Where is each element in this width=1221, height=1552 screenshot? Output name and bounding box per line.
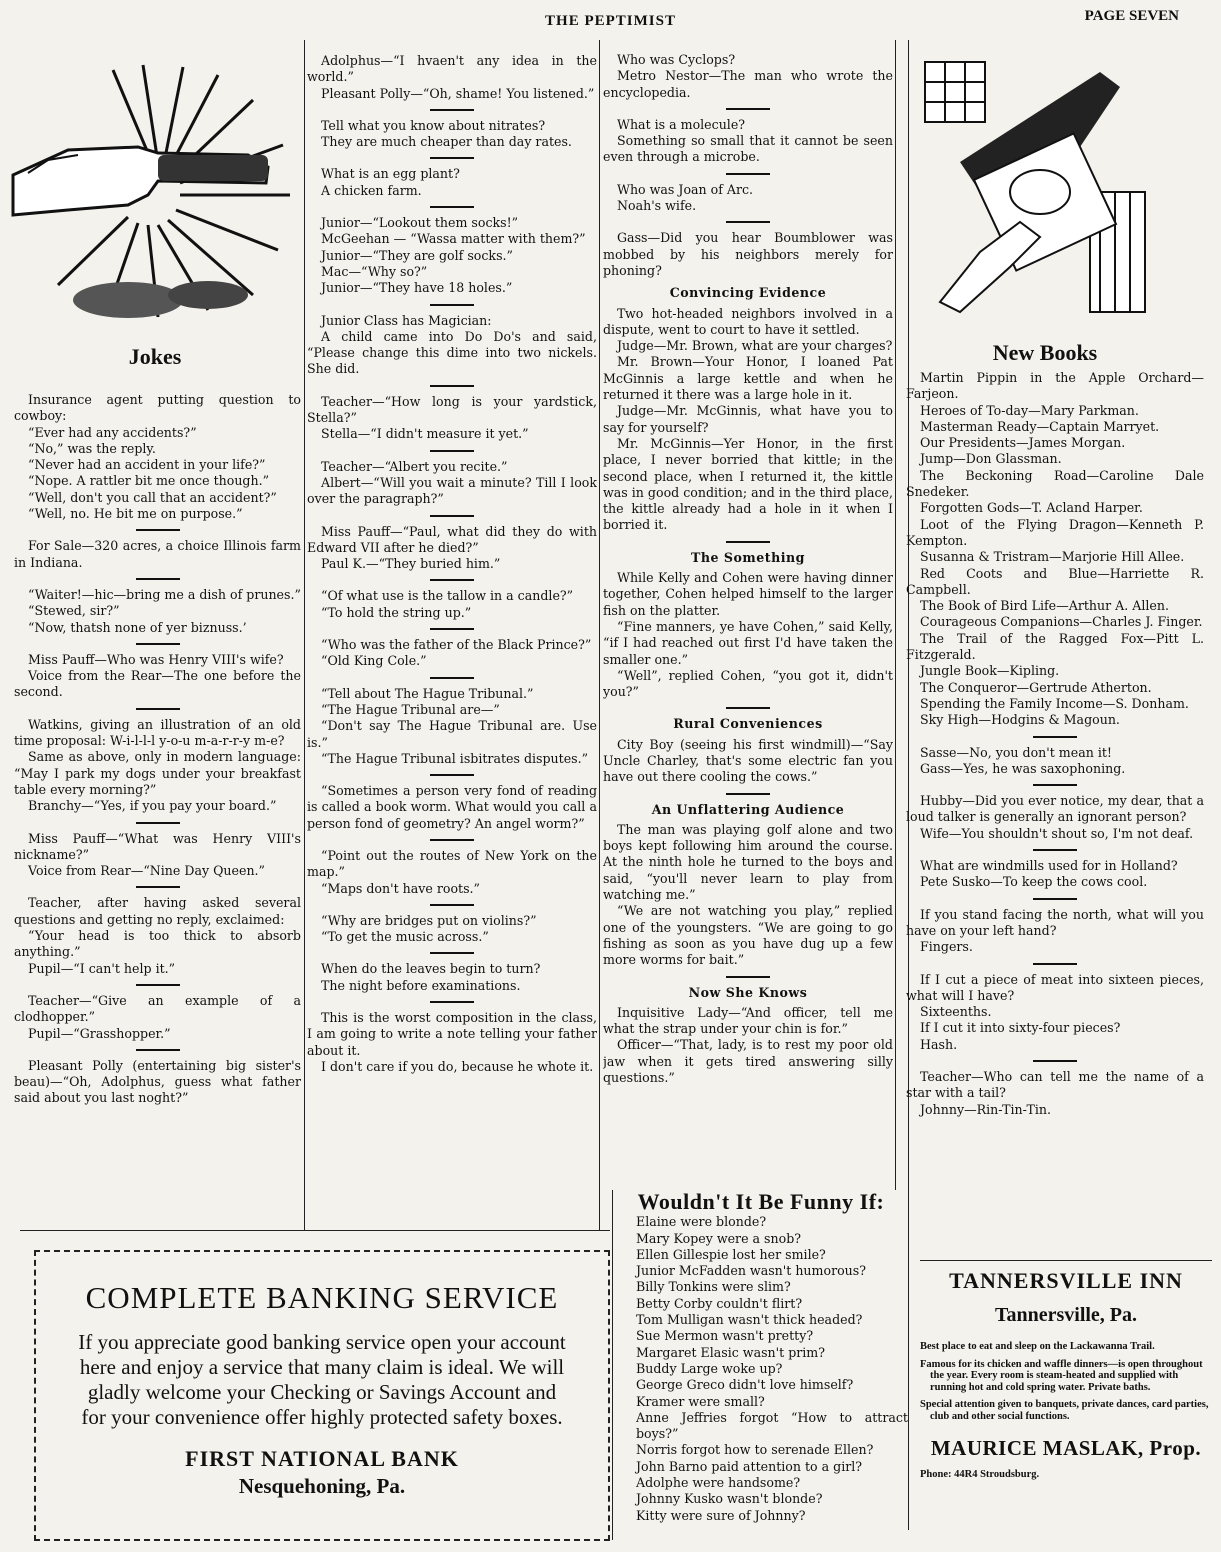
joke-line: Who was Cyclops? xyxy=(617,52,736,67)
separator-rule xyxy=(430,952,474,954)
book-entry: Sky High—Hodgins & Magoun. xyxy=(920,712,1120,728)
joke-block xyxy=(307,215,597,296)
joke-line: Miss Pauff—“What was Henry VIII's nickname?” xyxy=(14,830,301,862)
joke-line: Same as above, only in modern language: “May I park my dogs under your breakfast table every morning?” xyxy=(14,749,301,797)
joke-line: Paul K.—“They buried him.” xyxy=(321,556,501,572)
funny-list-item: Billy Tonkins were slim? xyxy=(636,1279,791,1295)
joke-line: “Point out the routes of New York on the map.” xyxy=(307,847,597,880)
joke-block xyxy=(307,313,597,378)
separator-rule xyxy=(430,109,474,111)
joke-line: “Tell about The Hague Tribunal.” xyxy=(321,685,534,701)
book-entry: Red Coots and Blue—Harriette R. Campbell. xyxy=(906,565,1204,597)
book-entry: Courageous Companions—Charles J. Finger. xyxy=(920,614,1203,630)
joke-line: Teacher—“Albert you recite.” xyxy=(321,458,508,474)
story-paragraph: Judge—Mr. McGinnis, what have you to say for yourself? xyxy=(603,403,893,435)
funny-list-item: Tom Mulligan wasn't thick headed? xyxy=(636,1312,863,1328)
separator-rule xyxy=(430,304,474,306)
joke-line: “No,” was the reply. xyxy=(28,440,156,456)
separator-rule xyxy=(430,206,474,208)
joke-line: McGeehan — “Wassa matter with them?” xyxy=(321,231,586,247)
separator-rule xyxy=(726,976,770,978)
column-rule xyxy=(895,40,896,1190)
joke-line: This is the worst composition in the class, I am going to write a note telling your father about it. xyxy=(307,1010,597,1058)
joke-line: “Sometimes a person very fond of reading is called a book worm. What would you call a person fond of geometry? An angel worm?” xyxy=(307,783,597,831)
funny-list-item: Ellen Gillespie lost her smile? xyxy=(636,1246,826,1262)
joke-line: “Don't say The Hague Tribunal are. Use is.” xyxy=(307,718,597,750)
funny-list-item: Betty Corby couldn't flirt? xyxy=(636,1295,803,1311)
joke-line: “Of what use is the tallow in a candle?” xyxy=(321,588,574,604)
joke-block xyxy=(307,637,597,670)
story-paragraph: “Well”, replied Cohen, “you got it, didn't you?” xyxy=(603,667,893,700)
funny-list-item: Mary Kopey were a snob? xyxy=(636,1230,802,1246)
joke-line: Junior Class has Magician: xyxy=(321,312,492,328)
funny-list-item: Elaine were blonde? xyxy=(636,1214,767,1230)
joke-line: Gass—Did you hear Boumblower was mobbed by his neighbors merely for phoning? xyxy=(603,230,893,278)
column-rule xyxy=(599,40,600,1230)
joke-line: “The Hague Tribunal are—” xyxy=(321,701,500,717)
joke-line: If I cut it into sixty-four pieces? xyxy=(920,1020,1121,1036)
joke-block xyxy=(307,524,597,573)
joke-block xyxy=(906,972,1204,1053)
joke-line: Pete Susko—To keep the cows cool. xyxy=(920,874,1148,890)
joke-line: “The Hague Tribunal isbitrates disputes.” xyxy=(321,750,589,766)
joke-line: If I cut a piece of meat into sixteen pieces, what will I have? xyxy=(906,971,1204,1003)
joke-line: “To hold the string up.” xyxy=(321,604,472,620)
joke-line: Voice from Rear—“Nine Day Queen.” xyxy=(28,863,265,879)
funny-list-item: John Barno paid attention to a girl? xyxy=(636,1458,863,1474)
joke-line: “Why are bridges put on violins?” xyxy=(321,912,537,928)
separator-rule xyxy=(1033,849,1077,851)
separator-rule xyxy=(430,515,474,517)
joke-line: Junior—“They have 18 holes.” xyxy=(321,280,513,296)
book-entry: Loot of the Flying Dragon—Kenneth P. Kempton. xyxy=(906,516,1204,548)
joke-line: Pupil—“I can't help it.” xyxy=(28,960,176,976)
separator-rule xyxy=(726,541,770,543)
joke-line: Pleasant Polly—“Oh, shame! You listened.” xyxy=(321,85,595,101)
joke-block xyxy=(14,652,301,701)
funny-list-item: George Greco didn't love himself? xyxy=(636,1377,854,1393)
joke-line: “Well, don't you call that an accident?” xyxy=(28,489,277,505)
joke-block xyxy=(307,118,597,151)
joke-line: Teacher—Who can tell me the name of a star with a tail? xyxy=(906,1068,1204,1101)
joke-line: “Stewed, sir?” xyxy=(28,603,120,619)
inn-line: Special attention given to banquets, private dances, card parties, club and other social functions. xyxy=(920,1399,1209,1422)
joke-line: Something so small that it cannot be seen even through a microbe. xyxy=(603,133,893,165)
joke-block xyxy=(307,459,597,508)
joke-line: Tell what you know about nitrates? xyxy=(321,117,546,133)
page-number: PAGE SEVEN xyxy=(1084,8,1179,24)
new-books-illustration xyxy=(920,52,1150,322)
new-books-title: New Books xyxy=(992,340,1098,365)
separator-rule xyxy=(430,628,474,630)
story-paragraph: Mr. McGinnis—Yer Honor, in the first place, I never borried that kittle; in the second place, when I returned it, the kittle was in good condition; and in the third place, the kittle already had a hole in it when I borried it. xyxy=(603,435,893,533)
joke-block xyxy=(307,1010,597,1075)
book-entry: Heroes of To-day—Mary Parkman. xyxy=(920,402,1139,418)
joke-line: They are much cheaper than day rates. xyxy=(321,134,572,150)
joke-line: A chicken farm. xyxy=(321,182,422,198)
story-paragraph: Judge—Mr. Brown, what are your charges? xyxy=(617,338,893,354)
story-paragraph: “Fine manners, ye have Cohen,” said Kelly, “if I had reached out first I'd have taken the smaller one.” xyxy=(603,618,893,667)
story-paragraph: Two hot-headed neighbors involved in a dispute, went to court to have it settled. xyxy=(603,305,893,337)
funny-list-item: Norris forgot how to serenade Ellen? xyxy=(636,1442,874,1458)
joke-line: Pupil—“Grasshopper.” xyxy=(28,1025,171,1041)
joke-line: What is an egg plant? xyxy=(321,166,460,182)
story-paragraph: Inquisitive Lady—“And officer, tell me what the strap under your chin is for.” xyxy=(603,1004,893,1037)
separator-rule xyxy=(136,708,180,710)
book-entry: The Conqueror—Gertrude Atherton. xyxy=(920,679,1152,695)
joke-line: Fingers. xyxy=(920,939,973,955)
separator-rule xyxy=(726,707,770,709)
separator-rule xyxy=(430,1001,474,1003)
book-entry: The Book of Bird Life—Arthur A. Allen. xyxy=(920,598,1169,614)
separator-rule xyxy=(726,221,770,223)
story-paragraph: Officer—“That, lady, is to rest my poor old jaw when it gets tired answering silly questions.” xyxy=(603,1037,893,1086)
separator-rule xyxy=(430,157,474,159)
story-paragraph: The man was playing golf alone and two boys kept following him around the course. At the ninth hole he turned to the boys and said, “you'll never learn to play from watching me.” xyxy=(603,821,893,903)
joke-block xyxy=(307,53,597,102)
bank-ad-body: If you appreciate good banking service open your account here and enjoy a service that many claim is ideal. We will gladly welcome your Checking or Savings Account and for your convenience offer highly protected safety boxes. xyxy=(78,1330,566,1429)
bank-city: Nesquehoning, Pa. xyxy=(238,1474,406,1498)
joke-line: “Who was the father of the Black Prince?” xyxy=(321,637,592,653)
separator-rule xyxy=(430,450,474,452)
joke-line: Pleasant Polly (entertaining big sister's beau)—“Oh, Adolphus, guess what father said about you last noght?” xyxy=(14,1057,301,1106)
story-heading: Rural Conveniences xyxy=(673,716,823,732)
funny-list-item: Johnny Kusko wasn't blonde? xyxy=(636,1491,823,1507)
separator-rule xyxy=(430,839,474,841)
separator-rule xyxy=(136,578,180,580)
separator-rule xyxy=(726,108,770,110)
book-entry: Martin Pippin in the Apple Orchard—Farjeon. xyxy=(906,370,1204,402)
joke-block xyxy=(307,783,597,832)
jokes-title: Jokes xyxy=(128,344,182,369)
inn-proprietor: MAURICE MASLAK, Prop. xyxy=(930,1436,1202,1460)
joke-line: “Ever had any accidents?” xyxy=(28,424,197,440)
joke-line: Voice from the Rear—The one before the second. xyxy=(14,668,301,700)
joke-line: Branchy—“Yes, if you pay your board.” xyxy=(28,798,277,814)
book-entry: Jump—Don Glassman. xyxy=(920,451,1062,467)
jokes-illustration xyxy=(8,55,298,325)
section-rule xyxy=(920,1260,1212,1261)
joke-line: I don't care if you do, because he whote it. xyxy=(321,1058,594,1074)
joke-block xyxy=(603,230,893,279)
joke-line: What is a molecule? xyxy=(617,116,746,132)
joke-line: “Well, no. He bit me on purpose.” xyxy=(28,506,243,522)
joke-block xyxy=(14,717,301,815)
book-entry: Forgotten Gods—T. Acland Harper. xyxy=(920,500,1143,516)
joke-block xyxy=(14,1058,301,1107)
joke-line: Miss Pauff—“Paul, what did they do with Edward VII after he died?” xyxy=(307,523,597,555)
inn-city: Tannersville, Pa. xyxy=(994,1304,1138,1326)
joke-block xyxy=(307,394,597,443)
story-heading: An Unflattering Audience xyxy=(651,801,845,817)
joke-line: Teacher—“Give an example of a clodhopper.” xyxy=(14,992,301,1025)
joke-line: A child came into Do Do's and said, “Please change this dime into two nickels. She did. xyxy=(307,328,597,377)
story-heading: Now She Knows xyxy=(688,984,808,1000)
separator-rule xyxy=(1033,1060,1077,1062)
book-entry: Masterman Ready—Captain Marryet. xyxy=(920,418,1160,434)
funny-list-item: Junior McFadden wasn't humorous? xyxy=(636,1263,866,1279)
funny-list-item: Sue Mermon wasn't pretty? xyxy=(636,1328,814,1344)
separator-rule xyxy=(1033,963,1077,965)
joke-line: “Your head is too thick to absorb anything.” xyxy=(14,928,301,960)
joke-block xyxy=(307,166,597,199)
joke-line: “Waiter!—hic—bring me a dish of prunes.” xyxy=(28,586,301,602)
inn-phone: Phone: 44R4 Stroudsburg. xyxy=(920,1469,1040,1480)
separator-rule xyxy=(726,793,770,795)
joke-line: Johnny—Rin-Tin-Tin. xyxy=(920,1101,1051,1117)
separator-rule xyxy=(430,774,474,776)
joke-line: The night before examinations. xyxy=(321,977,521,993)
story-paragraph: “We are not watching you play,” replied one of the youngsters. “We are going to go fishing as soon as you have dug up a few more worms for bait.” xyxy=(603,903,893,968)
joke-line: Miss Pauff—Who was Henry VIII's wife? xyxy=(28,651,284,667)
separator-rule xyxy=(430,904,474,906)
story-paragraph: Mr. Brown—Your Honor, I loaned Pat McGinnis a large kettle and when he returned it there was a large hole in it. xyxy=(603,354,893,403)
funny-list-title: Wouldn't It Be Funny If: xyxy=(637,1189,885,1214)
joke-line: Junior—“They are golf socks.” xyxy=(321,247,513,263)
funny-list-item: Margaret Elasic wasn't prim? xyxy=(636,1344,825,1360)
joke-line: Teacher—“How long is your yardstick, Stella?” xyxy=(307,393,597,426)
column-rule xyxy=(304,40,305,1230)
book-entry: Our Presidents—James Morgan. xyxy=(920,435,1126,451)
joke-block xyxy=(14,895,301,976)
bank-ad-title: COMPLETE BANKING SERVICE xyxy=(85,1280,559,1315)
joke-line: Sasse—No, you don't mean it! xyxy=(920,744,1112,760)
joke-line: Insurance agent putting question to cowboy: xyxy=(14,392,301,424)
column-rule xyxy=(612,1190,613,1540)
joke-line: “Old King Cole.” xyxy=(321,653,427,669)
joke-line: Albert—“Will you wait a minute? Till I look over the paragraph?” xyxy=(307,474,597,507)
joke-block xyxy=(14,538,301,571)
book-entry: Jungle Book—Kipling. xyxy=(920,663,1060,679)
joke-block xyxy=(603,182,893,215)
separator-rule xyxy=(1033,736,1077,738)
separator-rule xyxy=(430,579,474,581)
story-paragraph: City Boy (seeing his first windmill)—“Say Uncle Charley, that's some electric fan you have out there cooling the cows.” xyxy=(603,736,893,785)
jokes-column-3 xyxy=(603,52,893,1192)
wouldnt-it-be-funny-list xyxy=(614,1188,908,1540)
new-books-column xyxy=(906,370,1204,1260)
story-heading: The Something xyxy=(691,549,805,565)
joke-line: Stella—“I didn't measure it yet.” xyxy=(321,426,529,442)
joke-line: Hubby—Did you ever notice, my dear, that a loud talker is generally an ignorant person? xyxy=(906,793,1204,825)
joke-line: Adolphus—“I hvaen't any idea in the world.” xyxy=(307,53,597,85)
book-entry: Susanna & Tristram—Marjorie Hill Allee. xyxy=(920,549,1185,565)
joke-line: Junior—“Lookout them socks!” xyxy=(321,215,519,231)
funny-list-item: Buddy Large woke up? xyxy=(636,1360,783,1376)
joke-line: Metro Nestor—The man who wrote the encyclopedia. xyxy=(603,68,893,100)
story-paragraph: While Kelly and Cohen were having dinner together, Cohen helped himself to the larger fish on the platter. xyxy=(603,570,893,618)
jokes-column-1 xyxy=(14,392,301,1232)
separator-rule xyxy=(1033,784,1077,786)
joke-line: Gass—Yes, he was saxophoning. xyxy=(920,760,1126,776)
separator-rule xyxy=(136,529,180,531)
joke-block xyxy=(307,686,597,767)
joke-line: What are windmills used for in Holland? xyxy=(920,858,1178,874)
inn-advertisement xyxy=(920,1268,1212,1480)
joke-block xyxy=(14,392,301,522)
joke-line: “Never had an accident in your life?” xyxy=(28,457,266,473)
joke-line: Who was Joan of Arc. xyxy=(617,181,754,197)
joke-line: Noah's wife. xyxy=(617,198,697,214)
separator-rule xyxy=(136,822,180,824)
newspaper-title: THE PEPTIMIST xyxy=(545,13,676,29)
jokes-column-2 xyxy=(307,53,597,1228)
separator-rule xyxy=(1033,898,1077,900)
joke-block xyxy=(14,831,301,880)
inn-title: TANNERSVILLE INN xyxy=(949,1268,1183,1293)
joke-line: “To get the music across.” xyxy=(321,929,489,945)
joke-block xyxy=(906,907,1204,956)
separator-rule xyxy=(136,984,180,986)
joke-block xyxy=(603,52,893,101)
joke-block xyxy=(906,858,1204,891)
separator-rule xyxy=(430,677,474,679)
bank-name: FIRST NATIONAL BANK xyxy=(185,1446,459,1471)
inn-line: Best place to eat and sleep on the Lackawanna Trail. xyxy=(920,1341,1155,1352)
joke-block xyxy=(307,913,597,946)
funny-list-item: Kramer were small? xyxy=(636,1393,765,1409)
joke-block xyxy=(307,848,597,897)
funny-list-item: Adolphe were handsome? xyxy=(636,1475,801,1491)
separator-rule xyxy=(136,643,180,645)
joke-block xyxy=(14,587,301,636)
separator-rule xyxy=(726,173,770,175)
joke-line: For Sale—320 acres, a choice Illinois farm in Indiana. xyxy=(14,538,301,570)
joke-block xyxy=(906,745,1204,778)
joke-line: Hash. xyxy=(920,1036,958,1052)
joke-line: When do the leaves begin to turn? xyxy=(321,961,541,977)
joke-block xyxy=(603,117,893,166)
joke-block xyxy=(307,588,597,621)
joke-block xyxy=(307,961,597,994)
separator-rule xyxy=(430,385,474,387)
joke-line: “Maps don't have roots.” xyxy=(321,880,480,896)
story-heading: Convincing Evidence xyxy=(669,285,827,301)
joke-line: If you stand facing the north, what will you have on your left hand? xyxy=(906,906,1204,938)
book-entry: The Beckoning Road—Caroline Dale Snedeker. xyxy=(906,467,1204,500)
joke-line: Sixteenths. xyxy=(920,1004,992,1020)
inn-line: Famous for its chicken and waffle dinners—is open throughout the year. Every room is steam-heated and supplied with running hot and cold spring water. Private baths. xyxy=(920,1358,1203,1393)
separator-rule xyxy=(136,1049,180,1051)
funny-list-item: Kitty were sure of Johnny? xyxy=(636,1507,806,1523)
book-entry: Spending the Family Income—S. Donham. xyxy=(920,695,1189,711)
joke-block xyxy=(906,1069,1204,1118)
joke-line: Wife—You shouldn't shout so, I'm not deaf. xyxy=(920,825,1194,841)
joke-line: Teacher, after having asked several questions and getting no reply, exclaimed: xyxy=(14,895,301,927)
separator-rule xyxy=(136,886,180,888)
joke-line: “Nope. A rattler bit me once though.” xyxy=(28,473,270,489)
bank-advertisement xyxy=(34,1250,610,1541)
funny-list-item: Anne Jeffries forgot “How to attract boys?” xyxy=(636,1409,908,1442)
book-entry: The Trail of the Ragged Fox—Pitt L. Fitzgerald. xyxy=(906,630,1204,663)
joke-block xyxy=(906,793,1204,842)
joke-line: Watkins, giving an illustration of an old time proposal: W-i-l-l-l y-o-u m-a-r-r-y m-e? xyxy=(14,716,301,749)
joke-line: “Now, thatsh none of yer biznuss.’ xyxy=(28,619,247,635)
inn-description xyxy=(920,1341,1212,1422)
joke-line: Mac—“Why so?” xyxy=(321,263,428,279)
joke-block xyxy=(14,993,301,1042)
book-list xyxy=(906,370,1204,729)
